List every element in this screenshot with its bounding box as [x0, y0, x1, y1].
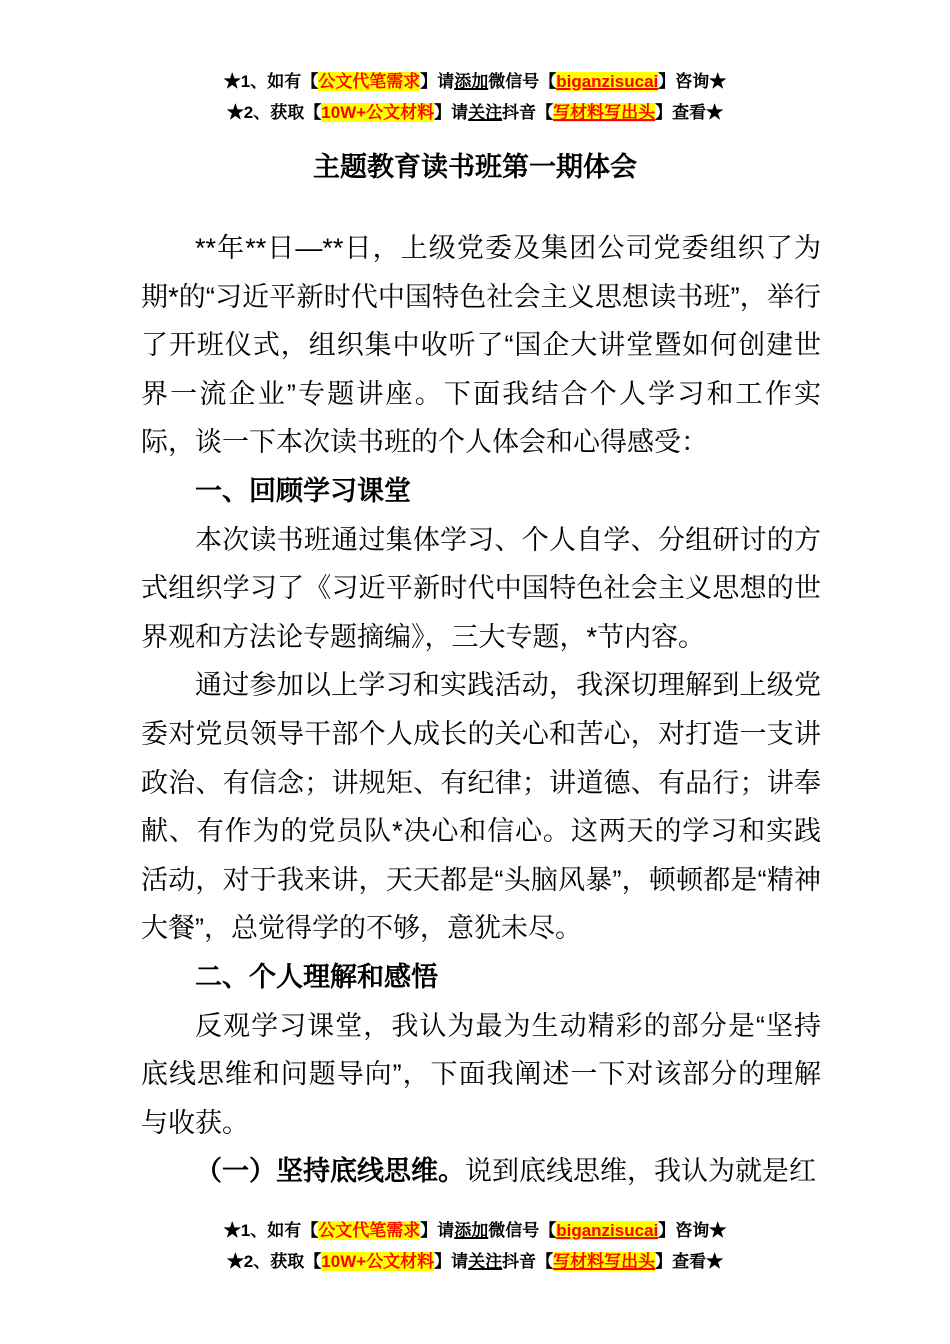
promo-wechat-id: biganzisucai [556, 72, 659, 91]
section-heading-2: 二、个人理解和感悟 [195, 961, 438, 992]
promo-underline-add: 添加 [454, 72, 489, 91]
promo-footer [0, 1215, 950, 1277]
promo-underline-add: 添加 [454, 1221, 489, 1240]
promo-highlight-writing-service: 公文代笔需求 [318, 72, 421, 91]
promo-run: 】咨询★ [658, 72, 727, 91]
promo-run: 】请 [420, 1221, 455, 1240]
promo-douyin-id: 写材料写出头 [553, 103, 656, 122]
promo-highlight-materials: 10W+公文材料 [321, 103, 435, 122]
paragraph-lead-bold: （一）坚持底线思维。 [195, 1156, 465, 1187]
promo-run: 抖音【 [502, 1252, 554, 1271]
promo-douyin-id: 写材料写出头 [553, 1252, 656, 1271]
promo-run: ★2、获取【 [226, 1252, 322, 1271]
document-body [141, 224, 821, 1196]
document-title: 主题教育读书班第一期体会 [313, 152, 637, 182]
promo-underline-follow: 关注 [468, 103, 503, 122]
promo-run: 】请 [434, 1252, 469, 1271]
promo-highlight-writing-service: 公文代笔需求 [318, 1221, 421, 1240]
promo-run: 微信号【 [488, 1221, 557, 1240]
promo-header-line-1 [0, 66, 950, 97]
promo-run: ★2、获取【 [226, 103, 322, 122]
promo-run: ★1、如有【 [223, 72, 319, 91]
promo-run: 抖音【 [502, 103, 554, 122]
paragraph-intro: **年**日—**日，上级党委及集团公司党委组织了为期*的“习近平新时代中国特色社会主义思想读书班”，举行了开班仪式，组织集中收听了“国企大讲堂暨如何创建世界一流企业”专题讲座。下面我结合个人学习和工作实际，谈一下本次读书班的个人体会和心得感受： [141, 233, 821, 458]
promo-footer-line-2 [0, 1246, 950, 1277]
promo-run: 】请 [434, 103, 469, 122]
promo-header-line-2 [0, 97, 950, 128]
section-heading-1: 一、回顾学习课堂 [195, 475, 411, 506]
promo-highlight-materials: 10W+公文材料 [321, 1252, 435, 1271]
paragraph-study-method: 本次读书班通过集体学习、个人自学、分组研讨的方式组织学习了《习近平新时代中国特色社会主义思想的世界观和方法论专题摘编》，三大专题，*节内容。 [141, 524, 821, 652]
promo-run: 】查看★ [655, 103, 724, 122]
paragraph-reflection: 反观学习课堂，我认为最为生动精彩的部分是“坚持底线思维和问题导向”，下面我阐述一下对该部分的理解与收获。 [141, 1010, 821, 1138]
paragraph-bottom-line [141, 1147, 821, 1196]
promo-run: ★1、如有【 [223, 1221, 319, 1240]
promo-run: 】查看★ [655, 1252, 724, 1271]
paragraph-lead-rest: 说到底线思维，我认为就是红 [465, 1156, 816, 1187]
promo-run: 微信号【 [488, 72, 557, 91]
paragraph-experience: 通过参加以上学习和实践活动，我深切理解到上级党委对党员领导干部个人成长的关心和苦心，对打造一支讲政治、有信念；讲规矩、有纪律；讲道德、有品行；讲奉献、有作为的党员队*决心和信心。这两天的学习和实践活动，对于我来讲，天天都是“头脑风暴”，顿顿都是“精神大餐”，总觉得学的不够，意犹未尽。 [141, 670, 821, 944]
promo-run: 】咨询★ [658, 1221, 727, 1240]
promo-wechat-id: biganzisucai [556, 1221, 659, 1240]
promo-run: 】请 [420, 72, 455, 91]
promo-header [0, 66, 950, 128]
promo-underline-follow: 关注 [468, 1252, 503, 1271]
promo-footer-line-1 [0, 1215, 950, 1246]
